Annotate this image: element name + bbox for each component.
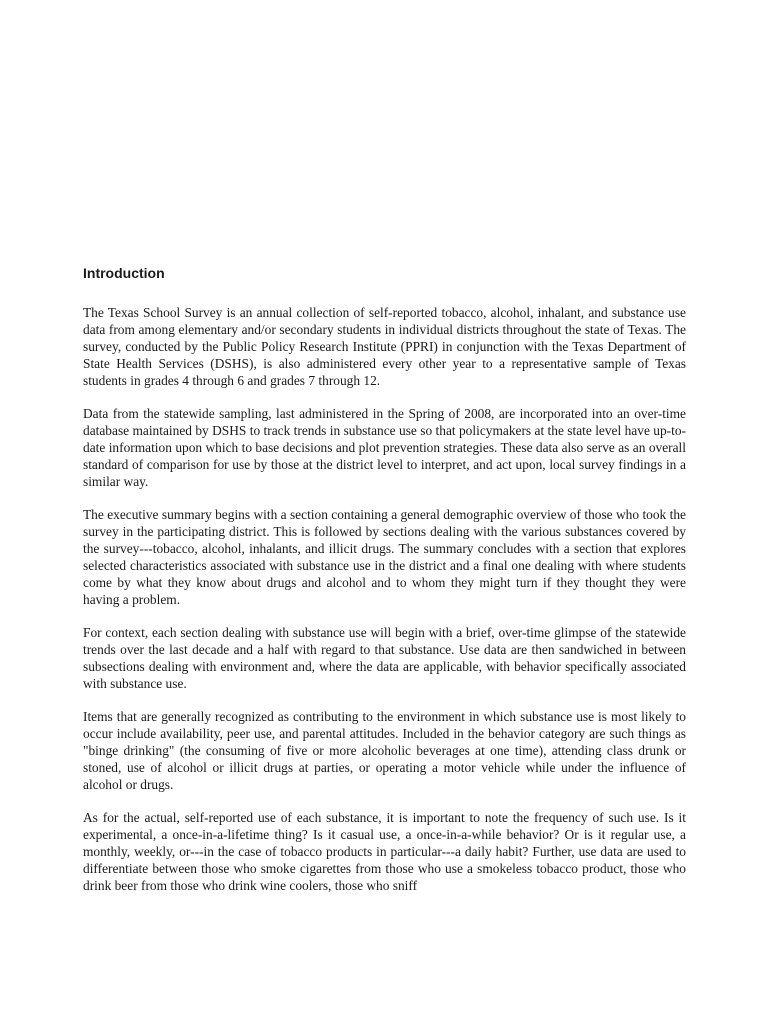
document-page [83,262,686,910]
paragraph-frequency: As for the actual, self-reported use of each substance, it is important to note the frequency of such use. Is it experimental, a once-in-a-lifetime thing? Is it casual use, a once-in-a-while behavior? Or is it regular use, a monthly, weekly, or---in the case of tobacco products in particular---a daily habit? Further, use data are used to differentiate between those who smoke cigarettes from those who use a smokeless tobacco product, those who drink beer from those who drink wine coolers, those who sniff [83,810,686,893]
paragraph-statewide-data: Data from the statewide sampling, last administered in the Spring of 2008, are incorporated into an over-time database maintained by DSHS to track trends in substance use so that policymakers at the state level have up-to-date information upon which to base decisions and plot prevention strategies. These data also serve as an overall standard of comparison for use by those at the district level to interpret, and act upon, local survey findings in a similar way. [83,406,686,489]
paragraph-intro-survey: The Texas School Survey is an annual collection of self-reported tobacco, alcohol, inhalant, and substance use data from among elementary and/or secondary students in individual districts throughout the state of Texas. The survey, conducted by the Public Policy Research Institute (PPRI) in conjunction with the Texas Department of State Health Services (DSHS), is also administered every other year to a representative sample of Texas students in grades 4 through 6 and grades 7 through 12. [83,305,686,388]
section-heading: Introduction [83,265,165,281]
paragraph-environment: Items that are generally recognized as contributing to the environment in which substance use is most likely to occur include availability, peer use, and parental attitudes. Included in the behavior category are such things as "binge drinking" (the consuming of five or more alcoholic beverages at one time), attending class drunk or stoned, use of alcohol or illicit drugs at parties, or operating a motor vehicle while under the influence of alcohol or drugs. [83,709,686,792]
paragraph-executive-summary: The executive summary begins with a section containing a general demographic overview of those who took the survey in the participating district. This is followed by sections dealing with the various substances covered by the survey---tobacco, alcohol, inhalants, and illicit drugs. The summary concludes with a section that explores selected characteristics associated with substance use in the district and a final one dealing with where students come by what they know about drugs and alcohol and to whom they might turn if they thought they were having a problem. [83,507,686,607]
paragraph-context: For context, each section dealing with substance use will begin with a brief, over-time glimpse of the statewide trends over the last decade and a half with regard to that substance. Use data are then sandwiched in between subsections dealing with environment and, where the data are applicable, with behavior specifically associated with substance use. [83,625,686,691]
